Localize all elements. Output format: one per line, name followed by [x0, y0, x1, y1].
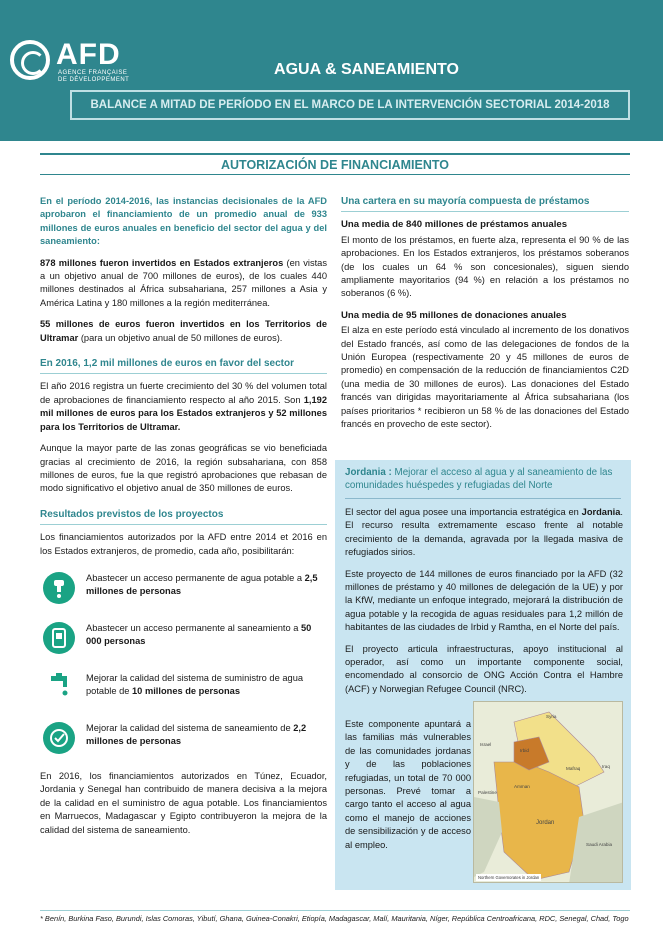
paragraph-donations: El alza en este período está vinculado al incremento de los donativos del Estado francés, así como de las delegaciones de fondos de la Unión Europea (respectivamente 20 y 45 millones de euros de promedio) en compensación de la reducción de financiamientos C2D (una media de 30 millones de euros). Las donaciones del Estado francés van dirigidas mayoritariamente al África subsahariana (los países prioritarios * recibieron un 58 % de las donaciones del Estado francés en provecho de este sector).: [341, 325, 629, 430]
result-item: Abastecer un acceso permanente al saneamiento a 50 000 personas: [40, 618, 327, 666]
paragraph-loans: El monto de los préstamos, en fuerte alza, representa el 90 % de las aprobaciones. En los Estados extranjeros, los préstamos soberanos (de los cuales un 64 % son concesionales), siguen siendo ampliamente mayoritarios (94 %) en relación a los préstamos no soberanos (6 %).: [341, 234, 629, 299]
heading-results: Resultados previstos de los proyectos: [40, 508, 327, 525]
toilet-icon: [43, 622, 75, 654]
box-paragraph-narrow: Este componente apuntará a las familias más vulnerables de las comunidades jordanas y de las poblaciones refugiadas, un total de 70 000 personas. Prevé tomar a cargo tanto el acceso al agua como el manejo de acciones de sensibilización y de acceso al empleo.: [345, 719, 471, 850]
result-item: Mejorar la calidad del sistema de suministro de agua potable de 10 millones de personas: [40, 668, 327, 716]
heading-portfolio: Una cartera en su mayoría compuesta de préstamos: [341, 195, 629, 212]
header-banner: [0, 0, 663, 141]
subheading-donations: Una media de 95 millones de donaciones anuales: [341, 309, 567, 321]
paragraph-2016-growth: El año 2016 registra un fuerte crecimiento del 30 % del volumen total de aprobaciones de financiamiento respecto al año 2015. Son 1,192 mil millones de euros para los Estados extranjeros y 52 millones para los Territorios de Ultramar.: [40, 381, 327, 432]
box-paragraph: Este proyecto de 144 millones de euros financiado por la AFD (32 millones de préstamo y 40 millones de delegación de la UE) y por la KfW, mediante un enfoque integrado, mejorará la distribución de agua potable y la recogida de aguas residuales para 1,2 millón de habitantes de las ciudades de Irbid y Ramtha, en el Norte del país.: [345, 568, 623, 633]
paragraph-foreign-states: 878 millones fueron invertidos en Estados extranjeros (en vistas a un objetivo anual de 700 millones de euros), de los cuales 440 millones destinados al África subsahariana, 257 millones a Asia y América Latina y 180 millones a la región mediterránea.: [40, 257, 327, 308]
box-body: [345, 506, 623, 704]
left-column: [40, 195, 327, 845]
logo-subtitle: AGENCE FRANÇAISE DE DÉVELOPPEMENT: [58, 70, 130, 83]
box-title: Jordania : Mejorar el acceso al agua y al saneamiento de las comunidades huéspedes y refugiadas del Norte: [345, 466, 621, 499]
paragraph-overseas: 55 millones de euros fueron invertidos en los Territorios de Ultramar (para un objetivo anual de 50 millones de euros).: [40, 319, 327, 343]
box-paragraph: El sector del agua posee una importancia estratégica en Jordania. El recurso resulta extremamente escaso frente al notable crecimiento de la demanda, agravada por la llegada masiva de refugiados sirios.: [345, 507, 623, 558]
paragraph-regions: Aunque la mayor parte de las zonas geográficas se vio beneficiada gracias al crecimiento de 2016, la región subsahariana, con 858 millones de euros, fue la que registró aprobaciones que rebasan de modo significativo el objetivo anual de 350 millones de euros.: [40, 443, 327, 494]
map-label: Palestine: [478, 790, 497, 795]
map-label: Iraq: [602, 764, 610, 769]
heading-2016: En 2016, 1,2 mil millones de euros en favor del sector: [40, 357, 327, 374]
subheading-loans: Una media de 840 millones de préstamos anuales: [341, 219, 568, 231]
water-tap-icon: [43, 572, 75, 604]
paragraph-results-intro: Los financiamientos autorizados por la AFD entre 2014 et 2016 en los Estados extranjeros, de promedio, cada año, posibilitarán:: [40, 532, 327, 556]
map-caption: Northern Governorates in Jordan: [478, 875, 540, 880]
map-label: Syria: [546, 714, 557, 719]
box-paragraph: El proyecto articula infraestructuras, apoyo institucional al operador, así como un importante componente social, encomendado al consorcio de ONG Acción Contra el Hambre (ACF) y Norwegian Refugee Council (NRC).: [345, 643, 623, 694]
map-label: Jordan: [536, 820, 555, 826]
sanitation-icon: [43, 722, 75, 754]
map-label: Irbid: [520, 748, 529, 753]
map-label: Amman: [514, 784, 530, 789]
map-label: Israel: [480, 742, 492, 747]
jordan-map: [473, 701, 623, 883]
logo-text: AFD: [56, 38, 121, 71]
map-label: Saudi Arabia: [586, 842, 613, 847]
footnote: * Benín, Burkina Faso, Burundi, Islas Comoras, Yibutí, Ghana, Guinea-Conakri, Etiopía, Madagascar, Malí, Mauritania, Níger, República Centroafricana, RDC, Senegal, Chad, Togo: [40, 910, 630, 924]
result-item: Abastecer un acceso permanente de agua potable a 2,5 millones de personas: [40, 568, 327, 616]
right-column: [341, 195, 629, 440]
page-title: AGUA & SANEAMIENTO: [274, 61, 459, 78]
paragraph-countries: En 2016, los financiamientos autorizados en Túnez, Ecuador, Jordania y Senegal han contribuido de manera decisiva a la mejora de la calidad en el suministro de agua potable. Los financiamientos en Marruecos, Madagascar y Egipto contribuyeron la mejora de la calidad del sistema de saneamiento.: [40, 770, 327, 835]
map-label: Mafraq: [566, 766, 581, 771]
result-item: Mejorar la calidad del sistema de saneamiento de 2,2 millones de personas: [40, 718, 327, 766]
jordan-case-box: [335, 460, 631, 890]
intro-paragraph: En el período 2014-2016, las instancias decisionales de la AFD aprobaron el financiamiento de un promedio anual de 933 millones de euros anuales en beneficio del sector del agua y del saneamiento:: [40, 196, 327, 247]
faucet-icon: [47, 670, 75, 702]
section-title: AUTORIZACIÓN DE FINANCIAMIENTO: [40, 153, 630, 175]
page-subtitle: BALANCE A MITAD DE PERÍODO EN EL MARCO DE LA INTERVENCIÓN SECTORIAL 2014-2018: [70, 90, 630, 120]
